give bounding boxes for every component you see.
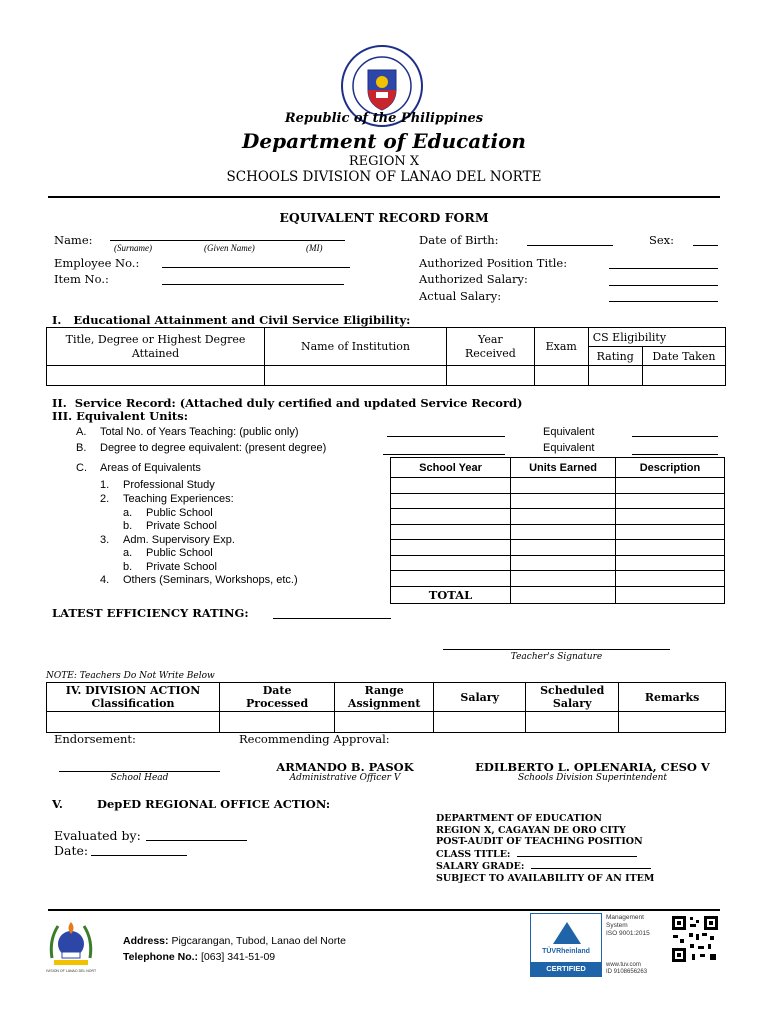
item-b-field[interactable] bbox=[383, 454, 505, 455]
position-label: Authorized Position Title: bbox=[419, 256, 568, 270]
salary-grade-label: SALARY GRADE: bbox=[436, 861, 525, 872]
list-item: a. Public School bbox=[123, 507, 213, 519]
table-row bbox=[391, 478, 725, 494]
list-item: 1. Professional Study bbox=[100, 479, 215, 491]
actual-salary-label: Actual Salary: bbox=[419, 289, 502, 303]
list-item: b. Private School bbox=[123, 520, 217, 532]
salary-header: Salary bbox=[434, 683, 526, 712]
col-cs-header: CS Eligibility bbox=[588, 328, 725, 347]
section1-heading: I. Educational Attainment and Civil Service Eligibility: bbox=[52, 313, 411, 327]
item-no-field[interactable] bbox=[162, 284, 344, 285]
item-a-label: A. bbox=[76, 426, 87, 438]
telephone-label: Telephone No.: bbox=[123, 951, 199, 963]
exam-cell[interactable] bbox=[534, 366, 588, 386]
tuv-brand: TÜVRheinland bbox=[542, 948, 590, 955]
classification-header: IV. DIVISION ACTION Classification bbox=[47, 683, 220, 712]
section5-heading: DepED REGIONAL OFFICE ACTION: bbox=[97, 797, 331, 811]
item-a-field[interactable] bbox=[387, 436, 505, 437]
evaluated-by-field[interactable] bbox=[146, 840, 247, 841]
table-row bbox=[391, 555, 725, 571]
class-title-field[interactable] bbox=[517, 848, 637, 857]
list-item: a. Public School bbox=[123, 547, 213, 559]
item-b-equivalent-label: Equivalent bbox=[543, 442, 595, 454]
dob-label: Date of Birth: bbox=[419, 233, 499, 247]
efficiency-field[interactable] bbox=[273, 618, 391, 619]
superintendent-name: EDILBERTO L. OPLENARIA, CESO V bbox=[475, 760, 710, 774]
svg-text:DIVISION OF LANAO DEL NORTE: DIVISION OF LANAO DEL NORTE bbox=[46, 969, 96, 973]
endorsement-label: Endorsement: bbox=[54, 732, 136, 746]
position-field[interactable] bbox=[609, 268, 718, 269]
institution-cell[interactable] bbox=[265, 366, 447, 386]
remarks-header: Remarks bbox=[619, 683, 726, 712]
units-earned-header: Units Earned bbox=[511, 458, 616, 478]
table-row bbox=[391, 524, 725, 540]
footer-divider bbox=[48, 909, 720, 911]
subject-text: SUBJECT TO AVAILABILITY OF AN ITEM bbox=[436, 872, 655, 884]
date-taken-cell[interactable] bbox=[642, 366, 725, 386]
item-b-text: Degree to degree equivalent: (present degree) bbox=[100, 442, 327, 454]
iso-info: Management System ISO 9001:2015 bbox=[606, 914, 650, 937]
item-c-label: C. bbox=[76, 462, 87, 474]
units-table bbox=[390, 457, 725, 604]
total-units-cell[interactable] bbox=[511, 586, 616, 603]
officer-name: ARMANDO B. PASOK bbox=[276, 760, 414, 774]
total-label: TOTAL bbox=[391, 586, 511, 603]
regional-line-3: POST-AUDIT OF TEACHING POSITION bbox=[436, 836, 643, 847]
employee-no-field[interactable] bbox=[162, 267, 350, 268]
teacher-signature-label: Teacher's Signature bbox=[510, 652, 603, 662]
republic-title: Republic of the Philippines bbox=[284, 111, 484, 126]
table-row bbox=[47, 366, 726, 386]
col-date-taken-header: Date Taken bbox=[642, 347, 725, 366]
section5-num: V. bbox=[52, 797, 63, 811]
item-a-equivalent-field[interactable] bbox=[632, 436, 718, 437]
col-institution-header: Name of Institution bbox=[265, 328, 447, 366]
name-label: Name: bbox=[54, 233, 93, 247]
division-title: SCHOOLS DIVISION OF LANAO DEL NORTE bbox=[226, 169, 542, 185]
col-exam-header: Exam bbox=[534, 328, 588, 366]
efficiency-label: LATEST EFFICIENCY RATING: bbox=[52, 606, 249, 620]
tuv-triangle-icon bbox=[553, 922, 581, 944]
section3-heading: III. Equivalent Units: bbox=[52, 409, 188, 423]
teacher-signature-line[interactable] bbox=[443, 649, 670, 650]
employee-no-label: Employee No.: bbox=[54, 256, 140, 270]
salary-grade-row bbox=[436, 860, 654, 873]
table-row bbox=[391, 493, 725, 509]
title-cell[interactable] bbox=[47, 366, 265, 386]
col-rating-header: Rating bbox=[588, 347, 642, 366]
division-logo bbox=[46, 914, 96, 976]
qr-code bbox=[670, 914, 720, 964]
tuv-certified: CERTIFIED bbox=[531, 962, 601, 976]
surname-hint: (Surname) bbox=[114, 243, 152, 253]
mi-hint: (MI) bbox=[306, 243, 323, 253]
range-assignment-header: Range Assignment bbox=[335, 683, 434, 712]
school-head-line[interactable] bbox=[59, 771, 220, 772]
scheduled-salary-header: Scheduled Salary bbox=[526, 683, 619, 712]
item-no-label: Item No.: bbox=[54, 272, 109, 286]
dob-field[interactable] bbox=[527, 245, 613, 246]
school-head-label: School Head bbox=[110, 773, 169, 783]
name-field[interactable] bbox=[110, 240, 345, 241]
education-table bbox=[46, 327, 726, 386]
auth-salary-field[interactable] bbox=[609, 285, 718, 286]
address-label: Address: bbox=[123, 935, 169, 947]
table-row bbox=[47, 712, 726, 733]
telephone-value: [063] 341-51-09 bbox=[200, 951, 276, 963]
address-value: Pigcarangan, Tubod, Lanao del Norte bbox=[171, 935, 346, 947]
salary-grade-field[interactable] bbox=[531, 860, 651, 869]
rating-cell[interactable] bbox=[588, 366, 642, 386]
region-title: REGION X bbox=[348, 154, 420, 169]
regional-line-2: REGION X, CAGAYAN DE ORO CITY bbox=[436, 824, 626, 836]
sex-label: Sex: bbox=[649, 233, 675, 247]
division-logo-icon bbox=[46, 914, 96, 976]
section2-heading: II. Service Record: (Attached duly certified and updated Service Record) bbox=[52, 396, 523, 410]
regional-line-1: DEPARTMENT OF EDUCATION bbox=[436, 813, 602, 824]
sex-field[interactable] bbox=[693, 245, 718, 246]
auth-salary-label: Authorized Salary: bbox=[419, 272, 528, 286]
superintendent-title: Schools Division Superintendent bbox=[517, 773, 668, 783]
date-label: Date: bbox=[54, 843, 89, 858]
address-line bbox=[123, 935, 346, 947]
list-item: b. Private School bbox=[123, 561, 217, 573]
year-cell[interactable] bbox=[447, 366, 535, 386]
col-title-header: Title, Degree or Highest Degree Attained bbox=[47, 328, 265, 366]
given-name-hint: (Given Name) bbox=[204, 243, 255, 253]
description-header: Description bbox=[616, 458, 725, 478]
recommending-label: Recommending Approval: bbox=[239, 732, 390, 746]
note-text: NOTE: Teachers Do Not Write Below bbox=[46, 671, 215, 681]
actual-salary-field[interactable] bbox=[609, 301, 718, 302]
total-description-cell[interactable] bbox=[616, 586, 725, 603]
officer-title: Administrative Officer V bbox=[289, 773, 401, 783]
list-item: 4. Others (Seminars, Workshops, etc.) bbox=[100, 574, 298, 586]
form-title: EQUIVALENT RECORD FORM bbox=[279, 210, 489, 225]
item-c-text: Areas of Equivalents bbox=[100, 462, 201, 474]
table-row bbox=[391, 571, 725, 587]
division-action-table bbox=[46, 682, 726, 733]
item-b-equivalent-field[interactable] bbox=[632, 454, 718, 455]
regional-box bbox=[436, 813, 654, 884]
telephone-line bbox=[123, 951, 275, 963]
item-a-text: Total No. of Years Teaching: (public only) bbox=[100, 426, 299, 438]
class-title-row bbox=[436, 848, 654, 861]
date-field[interactable] bbox=[91, 855, 187, 856]
school-year-header: School Year bbox=[391, 458, 511, 478]
iso-web: www.tuv.com ID 9108656263 bbox=[606, 962, 648, 975]
list-item: 3. Adm. Supervisory Exp. bbox=[100, 534, 235, 546]
item-a-equivalent-label: Equivalent bbox=[543, 426, 595, 438]
header-divider bbox=[48, 196, 720, 198]
class-title-label: CLASS TITLE: bbox=[436, 848, 511, 860]
table-row bbox=[391, 540, 725, 556]
tuv-badge bbox=[530, 913, 602, 977]
date-processed-header: Date Processed bbox=[220, 683, 335, 712]
item-b-label: B. bbox=[76, 442, 87, 454]
qr-code-icon bbox=[670, 914, 720, 964]
evaluated-by-label: Evaluated by: bbox=[54, 828, 141, 843]
table-row bbox=[391, 509, 725, 525]
department-title: Department of Education bbox=[242, 129, 526, 153]
list-item: 2. Teaching Experiences: bbox=[100, 493, 234, 505]
col-year-header: Year Received bbox=[447, 328, 535, 366]
